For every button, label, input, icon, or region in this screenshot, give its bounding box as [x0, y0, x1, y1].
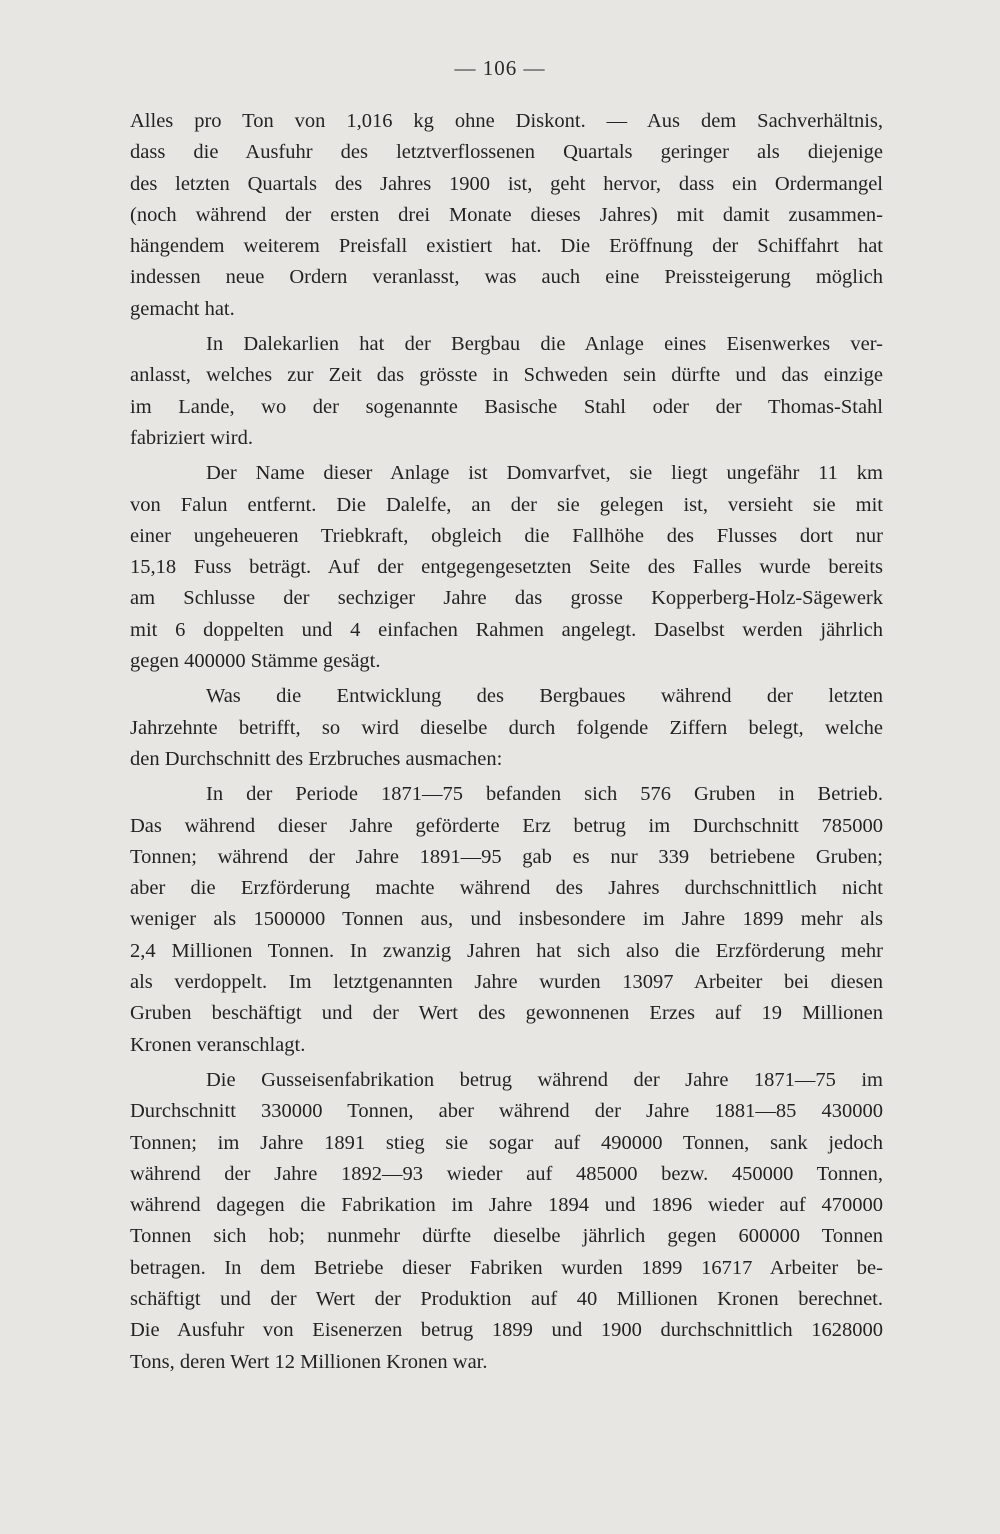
text-line: Tonnen; während der Jahre 1891—95 gab es nur 339 betriebene Gruben;	[130, 845, 883, 868]
paragraph-1	[130, 106, 883, 325]
text-line: einer ungeheueren Triebkraft, obgleich die Fallhöhe des Flusses dort nur	[130, 524, 883, 547]
text-line: Tons, deren Wert 12 Millionen Kronen war.	[130, 1350, 488, 1373]
text-line: den Durchschnitt des Erzbruches ausmachen:	[130, 747, 503, 770]
text-line: 15,18 Fuss beträgt. Auf der entgegengesetzten Seite des Falles wurde bereits	[130, 556, 883, 579]
text-line: 2,4 Millionen Tonnen. In zwanzig Jahren hat sich also die Erzförderung mehr	[130, 939, 883, 962]
text-line: während dagegen die Fabrikation im Jahre 1894 und 1896 wieder auf 470000	[130, 1194, 883, 1217]
text-line: während der Jahre 1892—93 wieder auf 485000 bezw. 450000 Tonnen,	[130, 1162, 883, 1185]
text-line: gemacht hat.	[130, 297, 235, 320]
text-line: Jahrzehnte betrifft, so wird dieselbe durch folgende Ziffern belegt, welche	[130, 716, 883, 739]
text-line: fabriziert wird.	[130, 426, 253, 449]
text-line: Was die Entwicklung des Bergbaues während der letzten	[206, 685, 883, 708]
paragraph-5	[130, 779, 883, 1061]
text-line: Durchschnitt 330000 Tonnen, aber während der Jahre 1881—85 430000	[130, 1100, 883, 1123]
text-line: mit 6 doppelten und 4 einfachen Rahmen angelegt. Daselbst werden jährlich	[130, 618, 883, 641]
text-line: indessen neue Ordern veranlasst, was auch eine Preissteigerung möglich	[130, 266, 883, 289]
text-line: Tonnen sich hob; nunmehr dürfte dieselbe jährlich gegen 600000 Tonnen	[130, 1225, 883, 1248]
text-line: Das während dieser Jahre geförderte Erz betrug im Durchschnitt 785000	[130, 814, 883, 837]
text-line: des letzten Quartals des Jahres 1900 ist, geht hervor, dass ein Ordermangel	[130, 172, 883, 195]
text-line: als verdoppelt. Im letztgenannten Jahre wurden 13097 Arbeiter bei diesen	[130, 971, 883, 994]
text-line: anlasst, welches zur Zeit das grösste in Schweden sein dürfte und das einzige	[130, 364, 883, 387]
text-line: betragen. In dem Betriebe dieser Fabriken wurden 1899 16717 Arbeiter be-	[130, 1256, 883, 1279]
paragraph-3	[130, 458, 883, 677]
paragraph-2	[130, 329, 883, 454]
text-line: aber die Erzförderung machte während des Jahres durchschnittlich nicht	[130, 877, 883, 900]
text-line: von Falun entfernt. Die Dalelfe, an der sie gelegen ist, versieht sie mit	[130, 493, 883, 516]
text-line: Alles pro Ton von 1,016 kg ohne Diskont. — Aus dem Sachverhältnis,	[130, 110, 883, 132]
page-number: — 106 —	[454, 56, 546, 80]
text-line: In Dalekarlien hat der Bergbau die Anlage eines Eisenwerkes ver-	[206, 333, 883, 356]
text-line: weniger als 1500000 Tonnen aus, und insbesondere im Jahre 1899 mehr als	[130, 908, 883, 931]
text-line: Die Gusseisenfabrikation betrug während der Jahre 1871—75 im	[206, 1068, 883, 1091]
text-line: Tonnen; im Jahre 1891 stieg sie sogar auf 490000 Tonnen, sank jedoch	[130, 1131, 883, 1154]
text-line: Der Name dieser Anlage ist Domvarfvet, sie liegt ungefähr 11 km	[206, 462, 883, 485]
text-line: schäftigt und der Wert der Produktion auf 40 Millionen Kronen berechnet.	[130, 1287, 883, 1310]
text-line: im Lande, wo der sogenannte Basische Stahl oder der Thomas-Stahl	[130, 395, 883, 418]
text-line: (noch während der ersten drei Monate dieses Jahres) mit damit zusammen-	[130, 203, 883, 226]
paragraph-6	[130, 1065, 883, 1378]
text-line: hängendem weiterem Preisfall existiert hat. Die Eröffnung der Schiffahrt hat	[130, 235, 883, 258]
text-line: Gruben beschäftigt und der Wert des gewonnenen Erzes auf 19 Millionen	[130, 1002, 883, 1025]
text-line: Kronen veranschlagt.	[130, 1033, 306, 1056]
text-line: am Schlusse der sechziger Jahre das grosse Kopperberg-Holz-Sägewerk	[130, 587, 883, 610]
text-line: dass die Ausfuhr des letztverflossenen Quartals geringer als diejenige	[130, 141, 883, 164]
body-text	[130, 106, 883, 1378]
text-line: Die Ausfuhr von Eisenerzen betrug 1899 und 1900 durchschnittlich 1628000	[130, 1319, 883, 1342]
paragraph-4	[130, 681, 883, 775]
text-line: gegen 400000 Stämme gesägt.	[130, 650, 381, 673]
text-line: In der Periode 1871—75 befanden sich 576 Gruben in Betrieb.	[206, 783, 883, 806]
